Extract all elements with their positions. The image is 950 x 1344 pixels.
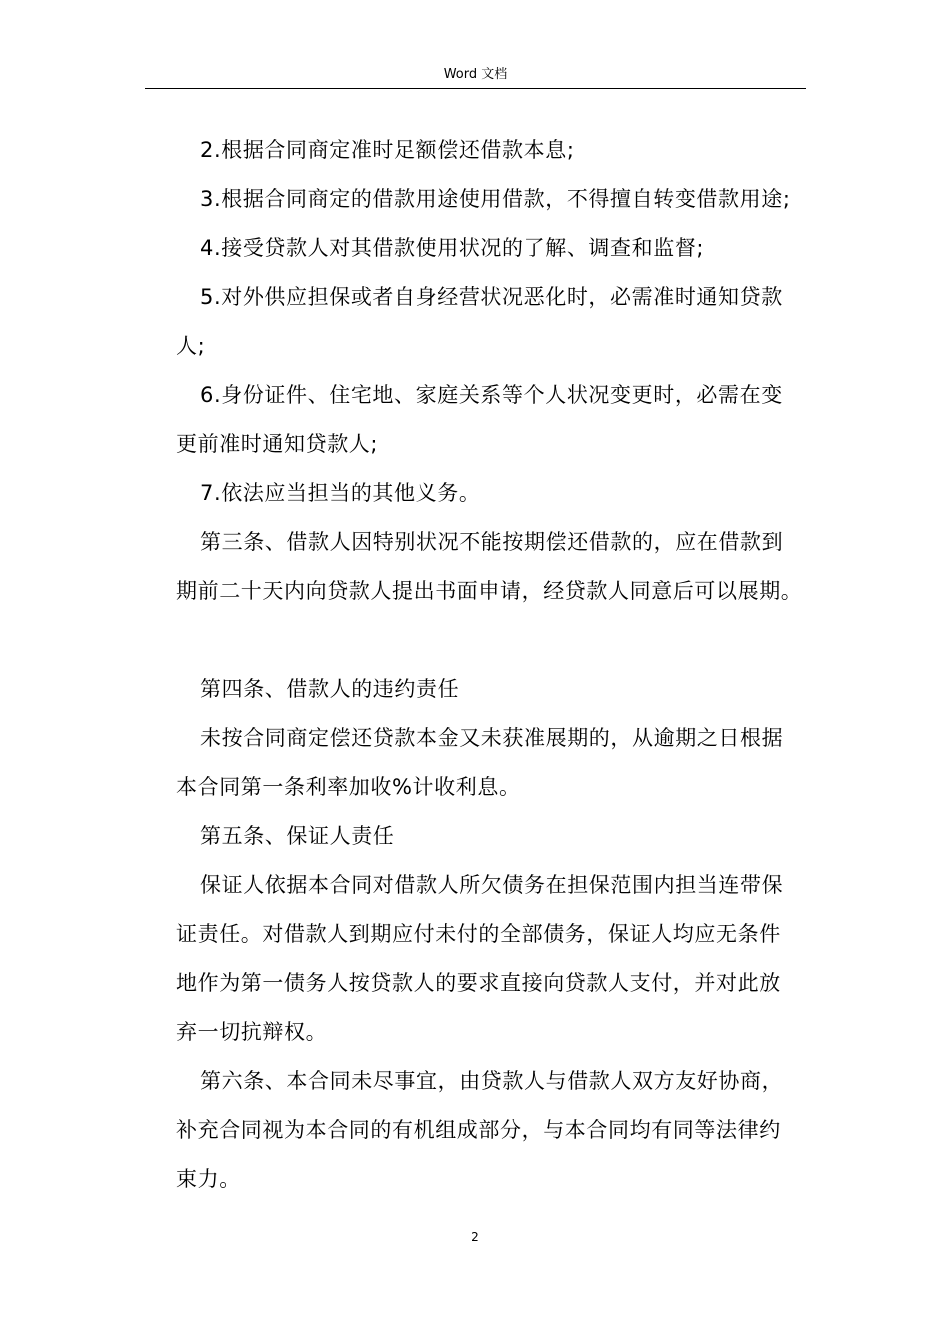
body-line: 证责任。对借款人到期应付未付的全部债务，保证人均应无条件 <box>176 922 781 946</box>
body-line: 未按合同商定偿还贷款本金又未获准展期的，从逾期之日根据 <box>200 726 784 750</box>
body-line: 4.接受贷款人对其借款使用状况的了解、调查和监督; <box>200 236 705 260</box>
body-line: 第六条、本合同未尽事宜，由贷款人与借款人双方友好协商， <box>200 1069 784 1093</box>
body-line: 束力。 <box>176 1167 241 1191</box>
body-line: 本合同第一条利率加收%计收利息。 <box>176 775 521 799</box>
body-line: 人; <box>176 334 206 358</box>
body-line: 5.对外供应担保或者自身经营状况恶化时，必需准时通知贷款 <box>200 285 783 309</box>
document-body <box>176 126 816 1204</box>
body-line: 7.依法应当担当的其他义务。 <box>200 481 481 505</box>
body-line: 6.身份证件、住宅地、家庭关系等个人状况变更时，必需在变 <box>200 383 783 407</box>
section-heading: 第四条、借款人的违约责任 <box>200 677 460 701</box>
body-line: 补充合同视为本合同的有机组成部分，与本合同均有同等法律约 <box>176 1118 781 1142</box>
page-header <box>145 64 806 89</box>
body-line: 3.根据合同商定的借款用途使用借款，不得擅自转变借款用途; <box>200 187 791 211</box>
body-line: 地作为第一债务人按贷款人的要求直接向贷款人支付，并对此放 <box>176 971 781 995</box>
body-line: 保证人依据本合同对借款人所欠债务在担保范围内担当连带保 <box>200 873 784 897</box>
body-line: 第三条、借款人因特别状况不能按期偿还借款的，应在借款到 <box>200 530 784 554</box>
header-title: Word 文档 <box>443 67 508 82</box>
section-heading: 第五条、保证人责任 <box>200 824 395 848</box>
body-line: 更前准时通知贷款人; <box>176 432 379 456</box>
body-line: 2.根据合同商定准时足额偿还借款本息; <box>200 138 575 162</box>
page-number: 2 <box>471 1230 479 1244</box>
body-line: 弃一切抗辩权。 <box>176 1020 328 1044</box>
body-line: 期前二十天内向贷款人提出书面申请，经贷款人同意后可以展期。 <box>176 579 803 603</box>
blank-line <box>176 616 816 665</box>
